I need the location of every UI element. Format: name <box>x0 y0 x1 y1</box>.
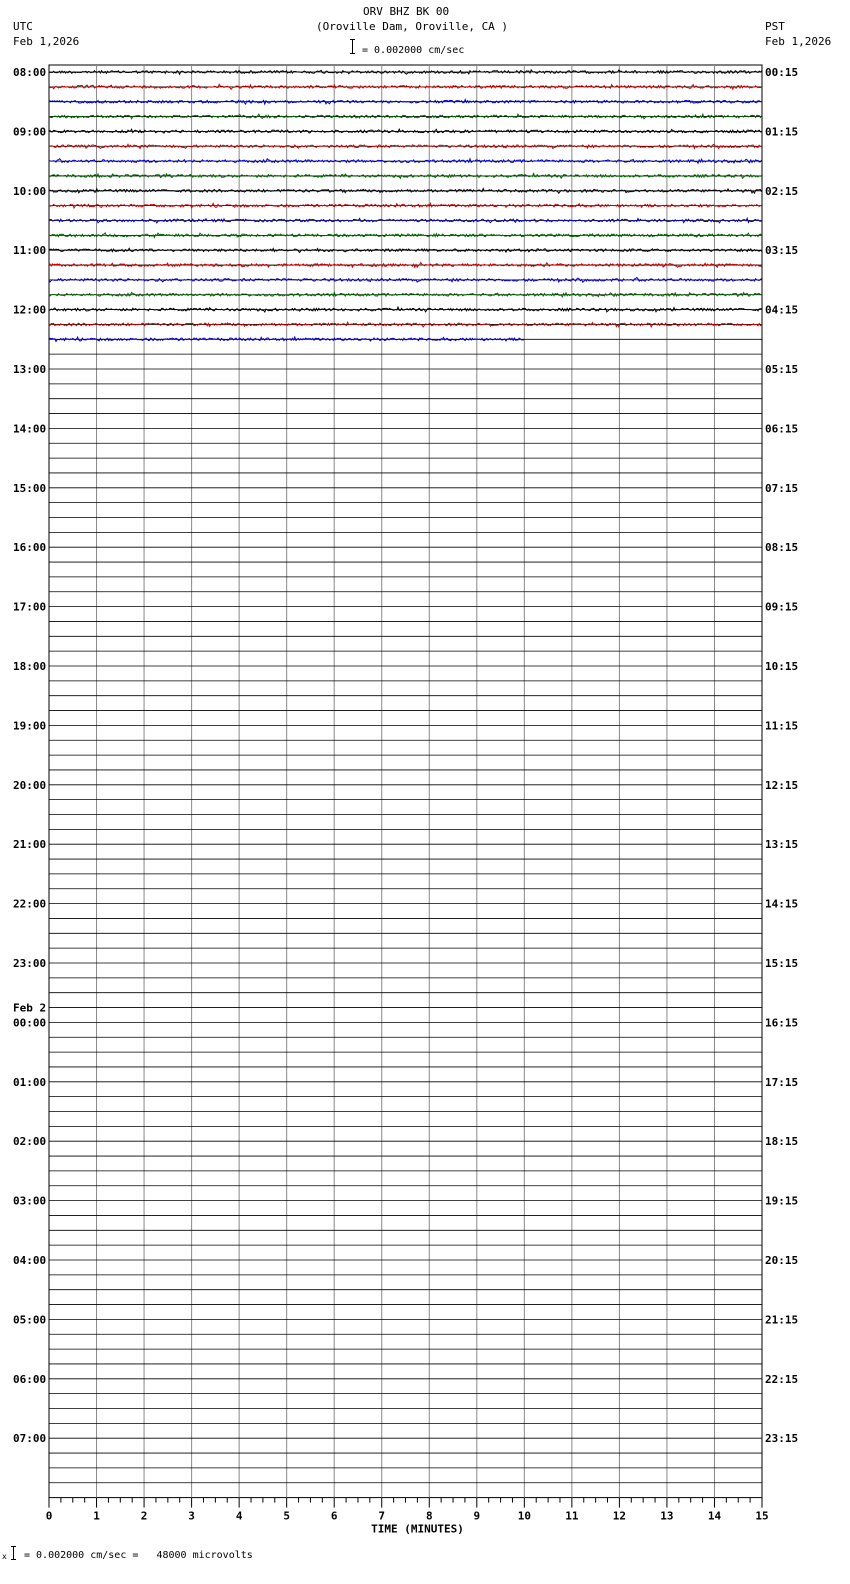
x-tick-label: 1 <box>93 1509 100 1523</box>
pst-hour-label: 21:15 <box>765 1313 799 1327</box>
utc-hour-label: 10:00 <box>13 184 47 198</box>
x-tick-label: 0 <box>45 1509 53 1523</box>
utc-date-label: Feb 1,2026 <box>13 35 80 48</box>
x-tick-label: 12 <box>612 1509 627 1523</box>
utc-hour-label: 21:00 <box>13 838 47 852</box>
x-tick-label: 15 <box>755 1509 769 1523</box>
x-tick-label: 3 <box>188 1509 195 1523</box>
x-tick-label: 4 <box>235 1509 243 1523</box>
utc-hour-label: 01:00 <box>13 1075 47 1089</box>
utc-zone-label: UTC <box>13 20 33 33</box>
pst-zone-label: PST <box>765 20 785 33</box>
utc-hour-label: 19:00 <box>13 719 47 733</box>
utc-hour-label: 00:00 <box>13 1016 47 1030</box>
pst-hour-label: 14:15 <box>765 897 799 911</box>
utc-hour-label: 14:00 <box>13 422 47 436</box>
pst-hour-label: 13:15 <box>765 838 799 852</box>
utc-hour-label: 02:00 <box>13 1135 47 1149</box>
utc-hour-label: 07:00 <box>13 1432 47 1446</box>
utc-hour-label: 03:00 <box>13 1194 47 1208</box>
station-location: (Oroville Dam, Oroville, CA ) <box>316 20 509 33</box>
pst-hour-label: 17:15 <box>765 1075 799 1089</box>
x-tick-label: 13 <box>660 1509 674 1523</box>
utc-hour-label: 09:00 <box>13 125 47 139</box>
pst-hour-label: 16:15 <box>765 1016 799 1030</box>
pst-hour-label: 00:15 <box>765 66 799 79</box>
x-tick-label: 14 <box>707 1509 722 1523</box>
x-tick-label: 9 <box>473 1509 481 1523</box>
pst-hour-label: 18:15 <box>765 1135 799 1149</box>
x-axis-label: TIME (MINUTES) <box>371 1522 464 1536</box>
pst-hour-label: 06:15 <box>765 422 799 436</box>
x-tick-label: 11 <box>565 1509 579 1523</box>
utc-hour-label: 05:00 <box>13 1313 47 1327</box>
pst-hour-label: 04:15 <box>765 303 799 317</box>
utc-date-change-label: Feb 2 <box>13 1001 47 1015</box>
pst-hour-label: 11:15 <box>765 719 799 733</box>
utc-hour-label: 17:00 <box>13 600 47 614</box>
utc-hour-label: 12:00 <box>13 303 47 317</box>
x-tick-label: 2 <box>140 1509 148 1523</box>
x-tick-label: 10 <box>517 1509 531 1523</box>
header-scale-text: = 0.002000 cm/sec <box>362 45 465 56</box>
utc-hour-label: 22:00 <box>13 897 47 911</box>
pst-hour-label: 05:15 <box>765 363 799 376</box>
utc-hour-label: 08:00 <box>13 66 47 79</box>
pst-hour-label: 15:15 <box>765 957 799 970</box>
seismic-trace <box>49 189 762 194</box>
pst-hour-label: 07:15 <box>765 481 799 495</box>
pst-hour-label: 23:15 <box>765 1432 799 1446</box>
footer-scale-bar <box>13 1546 14 1560</box>
utc-hour-label: 13:00 <box>13 363 47 376</box>
x-tick-label: 8 <box>425 1509 433 1523</box>
utc-hour-label: 04:00 <box>13 1254 47 1267</box>
utc-hour-label: 11:00 <box>13 244 47 258</box>
footer-scale-text: = 0.002000 cm/sec = 48000 microvolts <box>24 1550 253 1561</box>
utc-hour-label: 20:00 <box>13 778 47 792</box>
x-tick-label: 6 <box>330 1509 338 1523</box>
station-title: ORV BHZ BK 00 <box>363 5 450 18</box>
pst-hour-label: 19:15 <box>765 1194 799 1208</box>
x-tick-label: 7 <box>378 1509 386 1523</box>
pst-hour-label: 12:15 <box>765 778 799 792</box>
pst-hour-label: 22:15 <box>765 1372 799 1386</box>
utc-hour-label: 23:00 <box>13 957 47 970</box>
pst-hour-label: 20:15 <box>765 1254 799 1267</box>
pst-hour-label: 02:15 <box>765 184 799 198</box>
footer-prefix: x <box>2 1552 7 1561</box>
x-tick-label: 5 <box>283 1509 290 1523</box>
utc-hour-label: 06:00 <box>13 1372 47 1386</box>
pst-date-label: Feb 1,2026 <box>765 35 832 48</box>
utc-hour-label: 15:00 <box>13 481 47 495</box>
pst-hour-label: 10:15 <box>765 660 799 673</box>
seismic-trace <box>49 307 762 312</box>
utc-hour-label: 16:00 <box>13 541 47 555</box>
pst-hour-label: 01:15 <box>765 125 799 139</box>
utc-hour-label: 18:00 <box>13 660 47 673</box>
pst-hour-label: 09:15 <box>765 600 799 614</box>
pst-hour-label: 03:15 <box>765 244 799 258</box>
pst-hour-label: 08:15 <box>765 541 799 555</box>
